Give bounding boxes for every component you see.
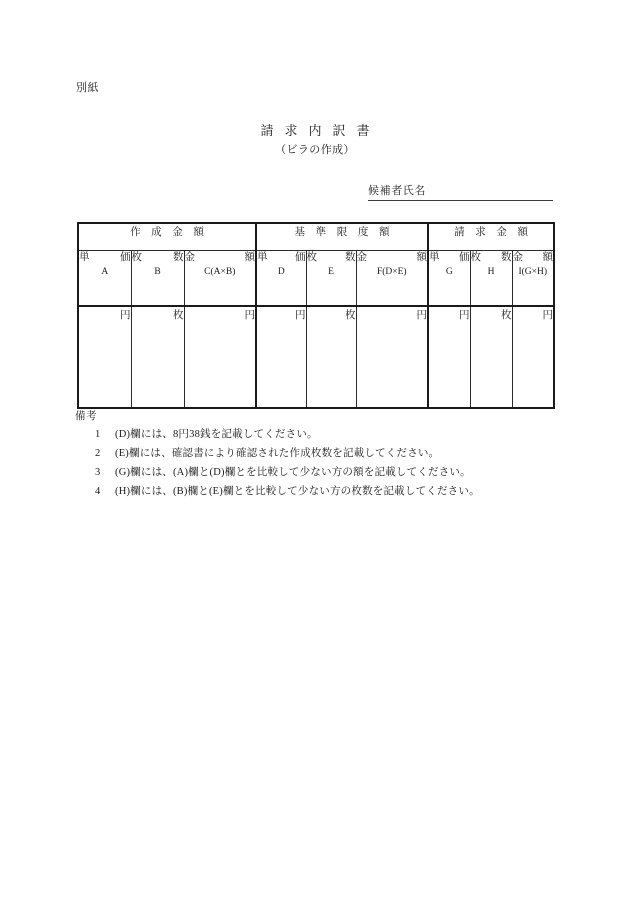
subheader-code: E — [328, 267, 334, 278]
billing-breakdown-table — [77, 222, 553, 409]
cell-sheets-e[interactable] — [306, 306, 356, 408]
subheader-code: G — [445, 267, 453, 278]
subheader-label: 金額 — [356, 252, 428, 263]
note-number: 3 — [95, 467, 101, 478]
subheader-code: A — [101, 267, 109, 278]
attachment-label: 別紙 — [76, 82, 99, 94]
subheader-code: C(A×B) — [204, 267, 236, 278]
subheader-label: 金額 — [184, 252, 256, 263]
candidate-name-label: 候補者氏名 — [368, 185, 426, 197]
subheader-amount-f — [356, 251, 428, 307]
table-group-header-row — [78, 223, 554, 251]
note-number: 2 — [95, 447, 101, 459]
group-header-claim-amount: 請 求 金 額 — [428, 223, 554, 251]
cell-unit: 円 — [295, 310, 306, 321]
cell-sheets-b[interactable] — [131, 306, 184, 408]
subheader-label: 単価 — [79, 252, 131, 263]
note-item — [75, 427, 555, 443]
cell-unit: 枚 — [501, 310, 512, 321]
subheader-unit-price-d — [256, 251, 306, 307]
cell-unit: 円 — [542, 310, 554, 321]
cell-unit: 円 — [459, 310, 470, 321]
cell-unit: 円 — [244, 310, 256, 321]
note-text: (E)欄には、確認書により確認された作成枚数を記載してください。 — [115, 447, 440, 459]
subheader-code: I(G×H) — [518, 267, 548, 278]
table-data-row — [78, 306, 554, 408]
cell-unit-price-d[interactable] — [256, 306, 306, 408]
note-text: (H)欄には、(B)欄と(E)欄とを比較して少ない方の枚数を記載してください。 — [115, 486, 480, 498]
notes-section — [75, 408, 555, 500]
subheader-label: 金額 — [512, 252, 554, 263]
cell-unit: 円 — [120, 310, 131, 321]
candidate-name-field[interactable] — [368, 182, 553, 201]
subheader-label: 枚数 — [470, 252, 512, 263]
note-item — [75, 484, 555, 500]
cell-unit: 枚 — [173, 310, 184, 321]
subheader-amount-i — [512, 251, 554, 307]
cell-unit: 円 — [416, 310, 428, 321]
subheader-code: B — [154, 267, 161, 278]
subheader-label: 枚数 — [131, 252, 184, 263]
cell-amount-f[interactable] — [356, 306, 428, 408]
note-text: (G)欄には、(A)欄と(D)欄とを比較して少ない方の額を記載してください。 — [115, 467, 471, 478]
subheader-label: 単価 — [257, 252, 306, 263]
table-sub-header-row — [78, 251, 554, 307]
cell-sheets-h[interactable] — [470, 306, 512, 408]
subheader-unit-price-a — [78, 251, 131, 307]
note-item — [75, 465, 555, 481]
note-number: 1 — [95, 428, 101, 440]
subheader-code: F(D×E) — [376, 267, 407, 278]
page-subtitle: （ビラの作成） — [275, 144, 355, 156]
subheader-label: 単価 — [429, 252, 470, 263]
subheader-label: 枚数 — [306, 252, 356, 263]
notes-title: 備考 — [75, 411, 97, 422]
group-header-standard-limit: 基 準 限 度 額 — [256, 223, 428, 251]
page-title: 請求内訳書 — [260, 123, 381, 138]
cell-unit: 枚 — [345, 310, 356, 321]
subheader-sheets-h — [470, 251, 512, 307]
subheader-sheets-e — [306, 251, 356, 307]
cell-unit-price-g[interactable] — [428, 306, 470, 408]
subheader-amount-c — [184, 251, 256, 307]
subheader-code: D — [277, 267, 285, 278]
note-number: 4 — [95, 486, 101, 498]
subheader-sheets-b — [131, 251, 184, 307]
cell-unit-price-a[interactable] — [78, 306, 131, 408]
note-text: (D)欄には、8円38銭を記載してください。 — [115, 428, 318, 440]
group-header-creation-amount: 作 成 金 額 — [78, 223, 256, 251]
note-item — [75, 446, 555, 462]
subheader-code: H — [487, 267, 495, 278]
subheader-unit-price-g — [428, 251, 470, 307]
cell-amount-i[interactable] — [512, 306, 554, 408]
cell-amount-c[interactable] — [184, 306, 256, 408]
